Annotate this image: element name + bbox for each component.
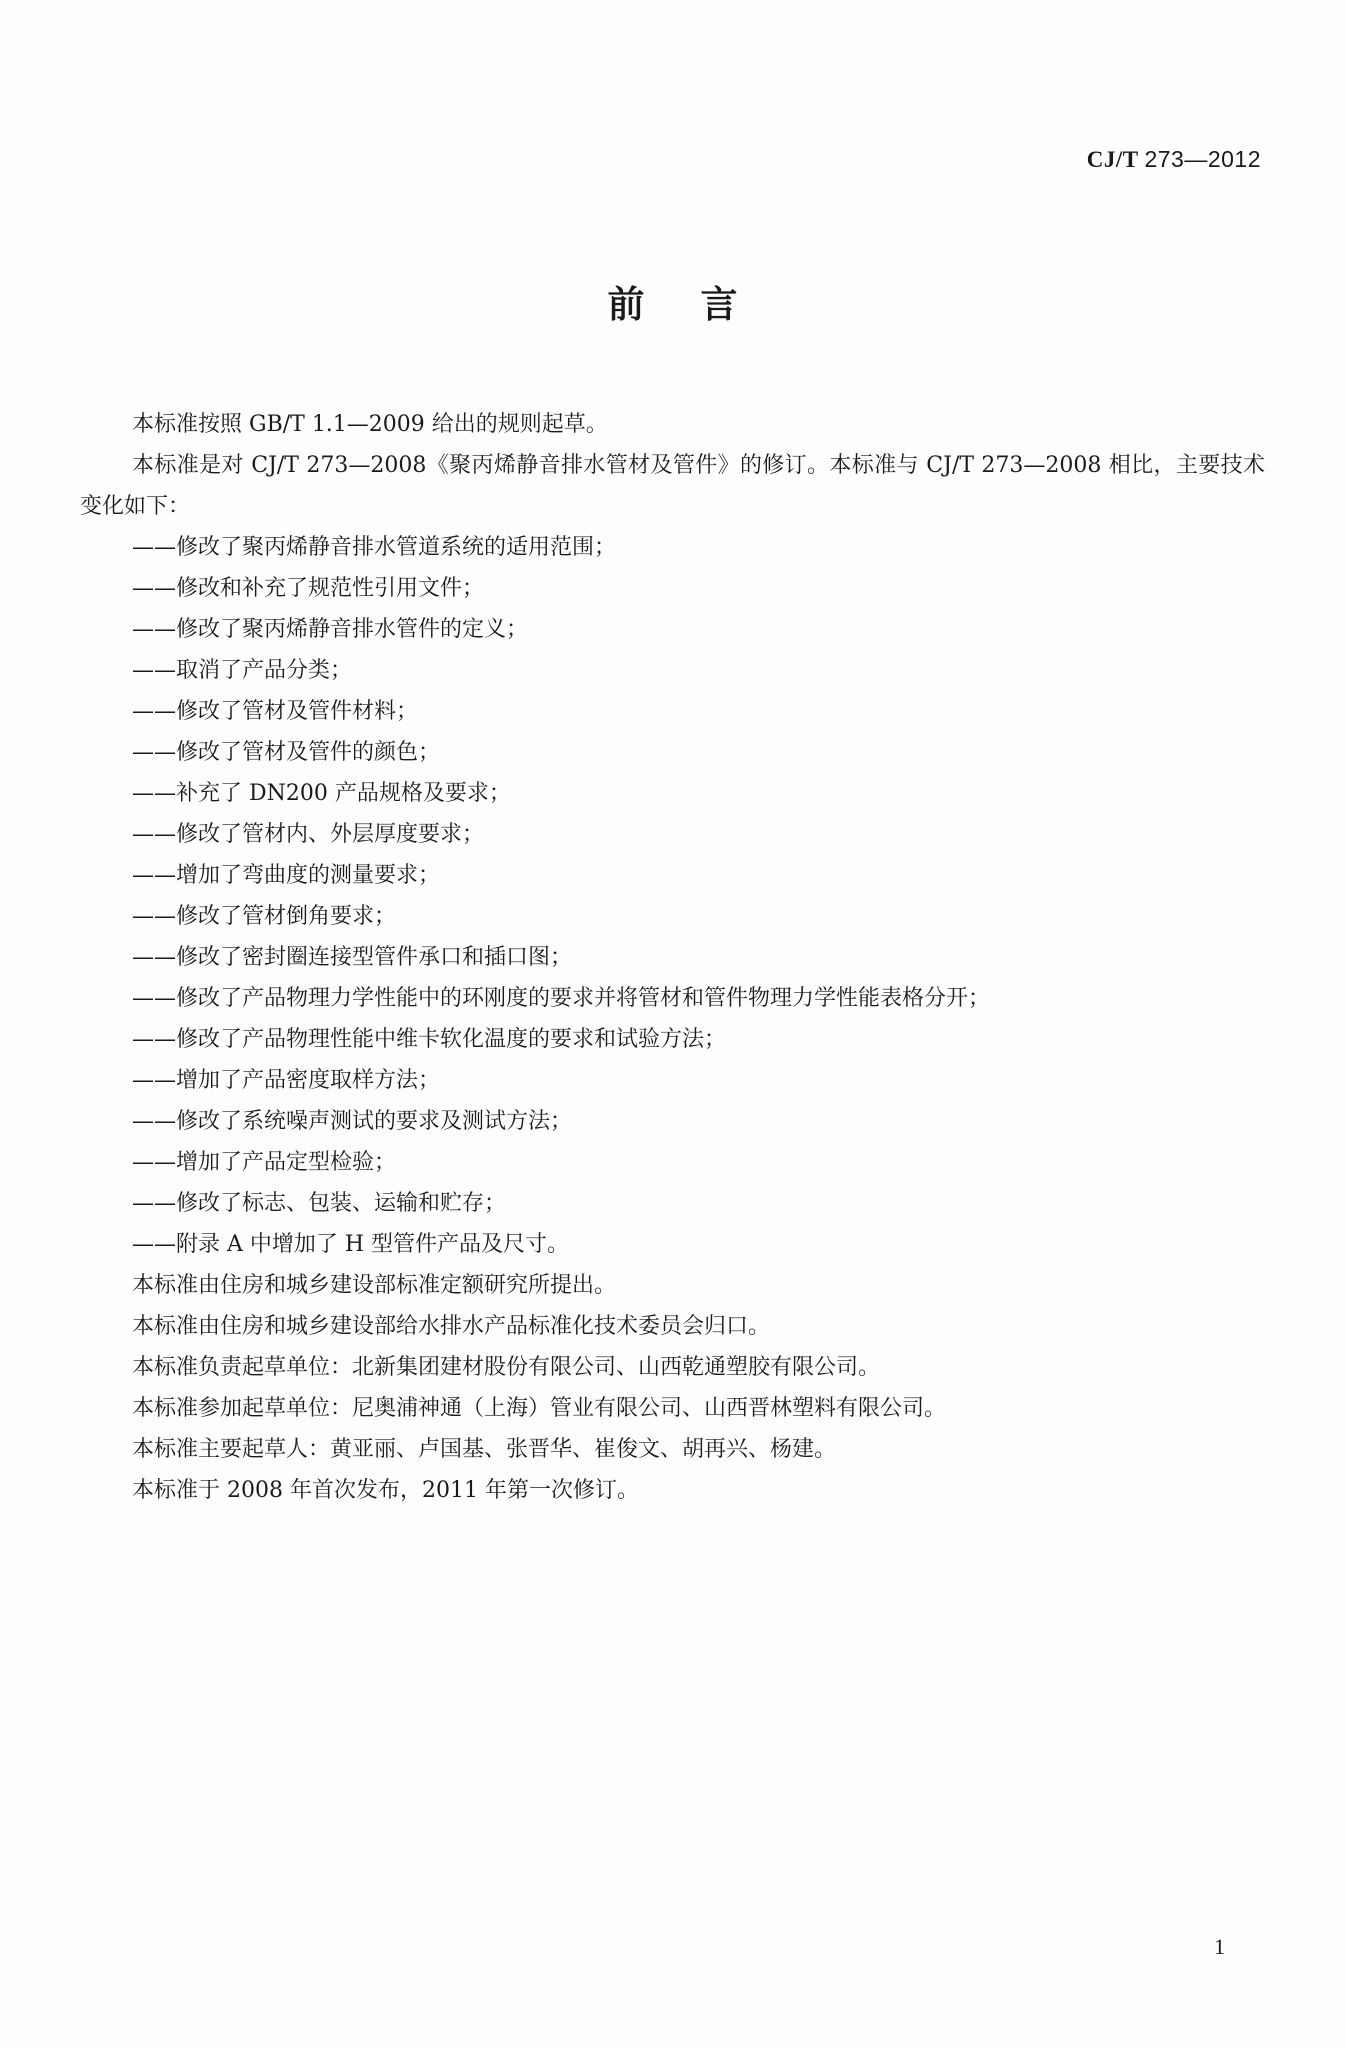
standard-number: 273—2012 — [1144, 146, 1261, 172]
list-item: ——修改了管材内、外层厚度要求； — [132, 822, 485, 847]
list-item: ——取消了产品分类； — [132, 658, 353, 683]
paragraph-main-authors: 本标准主要起草人：黄亚丽、卢国基、张晋华、崔俊文、胡再兴、杨建。 — [132, 1437, 837, 1462]
list-item: ——修改了管材倒角要求； — [132, 904, 397, 929]
changes-list — [80, 527, 1265, 1265]
list-item: ——修改了聚丙烯静音排水管件的定义； — [132, 617, 529, 642]
page-title: 前言 — [607, 283, 794, 326]
paragraph-committee: 本标准由住房和城乡建设部给水排水产品标准化技术委员会归口。 — [132, 1314, 771, 1339]
list-item: ——修改了产品物理性能中维卡软化温度的要求和试验方法； — [132, 1027, 727, 1052]
list-item: ——补充了 DN200 产品规格及要求； — [132, 781, 511, 806]
standard-code — [1087, 146, 1261, 173]
list-item: ——修改了管材及管件的颜色； — [132, 740, 441, 765]
preface-body — [80, 404, 1265, 1511]
paragraph-proposer: 本标准由住房和城乡建设部标准定额研究所提出。 — [132, 1273, 617, 1298]
list-item: ——修改了聚丙烯静音排水管道系统的适用范围； — [132, 535, 617, 560]
list-item: ——修改了标志、包装、运输和贮存； — [132, 1191, 507, 1216]
list-item: ——修改了系统噪声测试的要求及测试方法； — [132, 1109, 573, 1134]
list-item: ——修改了管材及管件材料； — [132, 699, 419, 724]
list-item: ——附录 A 中增加了 H 型管件产品及尺寸。 — [132, 1232, 570, 1257]
list-item: ——增加了产品密度取样方法； — [132, 1068, 441, 1093]
list-item: ——增加了弯曲度的测量要求； — [132, 863, 441, 888]
paragraph-history: 本标准于 2008 年首次发布，2011 年第一次修订。 — [132, 1478, 639, 1503]
paragraph-lead-drafters: 本标准负责起草单位：北新集团建材股份有限公司、山西乾通塑胶有限公司。 — [132, 1355, 881, 1380]
list-item: ——修改了产品物理力学性能中的环刚度的要求并将管材和管件物理力学性能表格分开； — [132, 986, 991, 1011]
paragraph-drafting-rules: 本标准按照 GB/T 1.1—2009 给出的规则起草。 — [132, 412, 608, 437]
list-item: ——修改了密封圈连接型管件承口和插口图； — [132, 945, 573, 970]
standard-prefix: CJ/T — [1086, 147, 1139, 172]
page-number: 1 — [1214, 1934, 1225, 1959]
paragraph-participating-drafters: 本标准参加起草单位：尼奥浦神通（上海）管业有限公司、山西晋林塑料有限公司。 — [132, 1396, 947, 1421]
list-item: ——增加了产品定型检验； — [132, 1150, 397, 1175]
list-item: ——修改和补充了规范性引用文件； — [132, 576, 485, 601]
paragraph-revision-intro: 本标准是对 CJ/T 273—2008《聚丙烯静音排水管材及管件》的修订。本标准与 CJ/T 273—2008 相比，主要技术变化如下： — [80, 453, 1265, 519]
